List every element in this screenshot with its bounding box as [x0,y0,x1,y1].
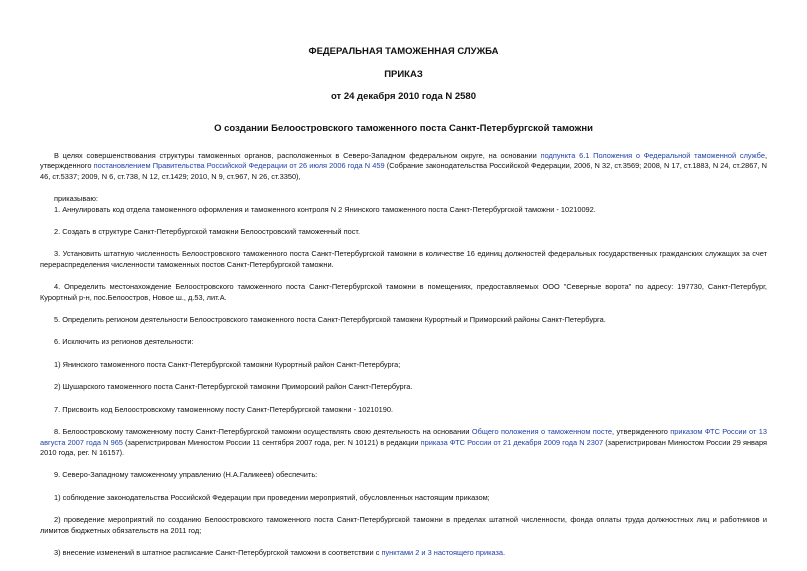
doc-date-number: от 24 декабря 2010 года N 2580 [330,91,476,102]
item-9: 9. Северо-Западному таможенному управлению (Н.А.Галикеев) обеспечить: [54,470,318,480]
item-6: 6. Исключить из регионов деятельности: [54,337,194,347]
agency-name: ФЕДЕРАЛЬНАЯ ТАМОЖЕННАЯ СЛУЖБА [308,46,499,57]
item-4: 4. Определить местонахождение Белоостровского таможенного поста Санкт-Петербургской таможни в помещениях, предоставляемых ООО "Северные ворота" по адресу: 197730, Санкт-Петербург, Курортный р-н, пос.Белоостров, Новое ш., д.53, лит.А. [40,282,767,302]
item-6-2: 2) Шушарского таможенного поста Санкт-Петербургской таможни Приморский район Санкт-Петербурга. [54,382,413,392]
item-2: 2. Создать в структуре Санкт-Петербургской таможни Белоостровский таможенный пост. [54,227,361,237]
item-7: 7. Присвоить код Белоостровскому таможенному посту Санкт-Петербургской таможни - 10210190. [54,404,394,414]
item-9-3 [40,548,767,558]
item-9-2: 2) проведение мероприятий по созданию Белоостровского таможенного поста Санкт-Петербургской таможни в пределах штатной численности, фонда оплаты труда должностных лиц и работников и лимитов бюджетных обязательств на 2011 год; [40,515,767,535]
doc-title: О создании Белоостровского таможенного поста Санкт-Петербургской таможни [214,123,593,134]
link-order-2307[interactable]: приказа ФТС России от 21 декабря 2009 года N 2307 [420,437,604,447]
link-items-2-3[interactable]: пунктами 2 и 3 настоящего приказа [381,547,504,557]
item-9-1: 1) соблюдение законодательства Российской Федерации при проведении мероприятий, обусловленных настоящим приказом; [54,492,490,502]
item-5: 5. Определить регионом деятельности Белоостровского таможенного поста Санкт-Петербургской таможни Курортный и Приморский районы Санкт-Петербурга. [54,315,606,325]
item-3: 3. Установить штатную численность Белоостровского таможенного поста Санкт-Петербургской таможни в количестве 16 единиц должностей федеральных государственных гражданских служащих за счет перераспределения численности таможенных постов Санкт-Петербургской таможни. [40,249,767,269]
preamble-text-2: , утвержденного [40,151,768,171]
link-general-regulation[interactable]: Общего положения о таможенном посте [471,427,613,437]
item-8-text-2: , утвержденного [612,427,671,437]
item-8 [40,427,767,458]
doc-type: ПРИКАЗ [384,69,423,80]
link-regulation[interactable]: подпункта 6.1 Положения о Федеральной таможенной службе [540,151,765,160]
item-9-3-text-2: . [503,547,506,557]
document-body [40,151,767,558]
preamble-text-1: В целях совершенствования структуры таможенных органов, расположенных в Северо-Западном федеральном округе, на основании [54,151,541,160]
link-government-resolution[interactable]: постановлением Правительства Российской Федерации от 26 июля 2006 года N 459 [93,161,385,171]
item-8-text-1: 8. Белоостровскому таможенному посту Санкт-Петербургской таможни осуществлять свою деятельность на основании [54,427,472,437]
item-9-3-text-1: 3) внесение изменений в штатное расписание Санкт-Петербургской таможни в соответствии с [54,547,382,557]
item-1: 1. Аннулировать код отдела таможенного оформления и таможенного контроля N 2 Янинского таможенного поста Санкт-Петербургской таможни - 10210092. [54,204,596,214]
order-word: приказываю: [54,194,98,204]
preamble-text-3: (Собрание законодательства Российской Федерации, 2006, N 32, ст.3569; 2008, N 17, ст.1883, N 24, ст.2867, N 46, ст.5337; 2009, N 6, ст.738, N 12, ст.1429; 2010, N 9, ст.967, N 26, ст.3350), [40,161,767,181]
item-8-text-3: (зарегистрирован Минюстом России 11 сентября 2007 года, рег. N 10121) в редакции [122,437,421,447]
item-6-1: 1) Янинского таможенного поста Санкт-Петербургской таможни Курортный район Санкт-Петербурга; [54,359,401,369]
link-order-965[interactable]: приказом ФТС России от 13 августа 2007 года N 965 [40,427,767,447]
item-8-text-4: (зарегистрирован Минюстом России 29 января 2010 года, рег. N 16157). [40,437,768,457]
preamble [40,151,767,182]
